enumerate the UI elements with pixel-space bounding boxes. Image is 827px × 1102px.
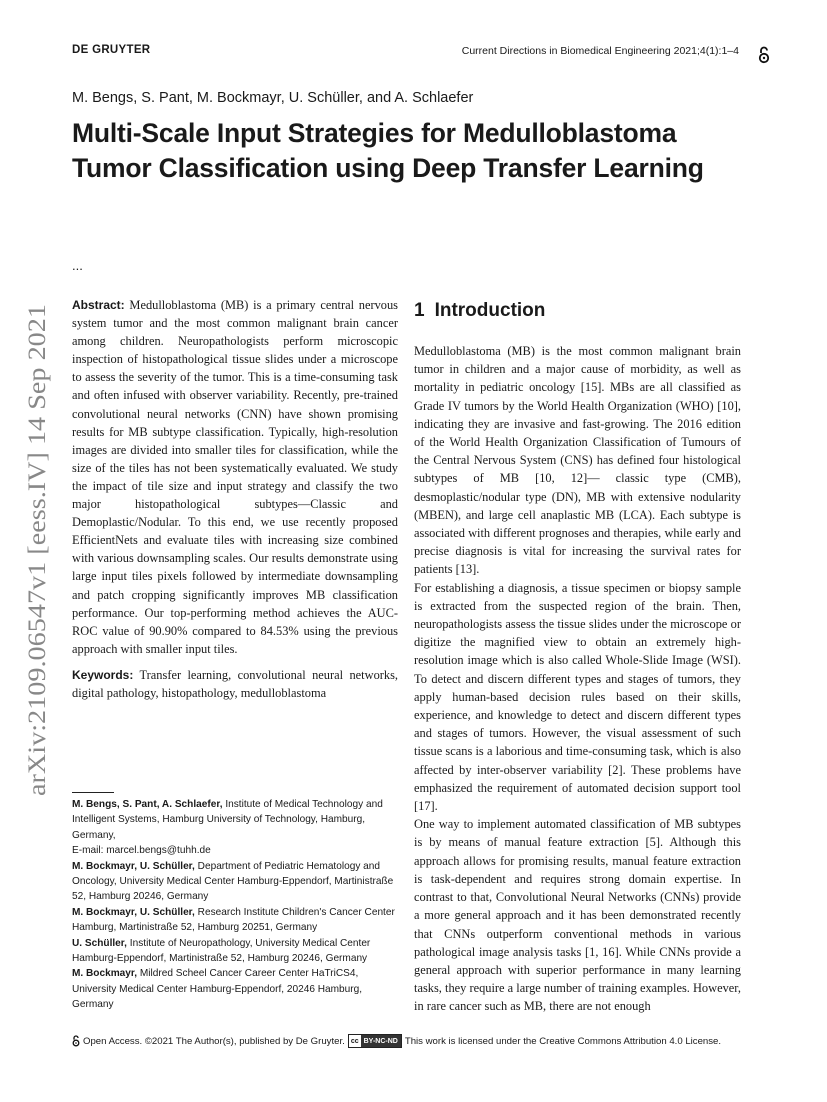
affiliation-item: M. Bockmayr, Mildred Scheel Cancer Career Center HaTriCS4, University Medical Center Hamburg-Eppendorf, 20246 Hamburg, Germany bbox=[72, 968, 363, 1011]
affiliation-item: U. Schüller, Institute of Neuropathology, University Medical Center Hamburg-Eppendorf, Martinistraße 52, Hamburg 20246, Germany bbox=[72, 937, 371, 965]
open-access-icon bbox=[72, 1035, 80, 1047]
section-heading bbox=[414, 300, 545, 322]
right-column bbox=[414, 342, 741, 1016]
keywords-label: Keywords: bbox=[72, 667, 134, 682]
cc-terms: BY-NC-ND bbox=[361, 1035, 401, 1047]
abstract bbox=[72, 296, 398, 658]
paragraph: One way to implement automated classification of MB subtypes is by means of manual feature extraction [5]. Although this approach allows for promising results, manual feature extraction is task-dependent and requires strong domain expertise. In contrast to that, Convolutional Neural Networks (CNNs) provide a more general approach and it has been demonstrated recently that CNNs outperform conventional methods in various pathological image analysis tasks [1, 16]. While CNNs provide a general approach with superior performance in many learning tasks, they require a large number of training examples. However, in rare cancer such as MB, there are not enough bbox=[414, 817, 741, 1014]
keywords bbox=[72, 666, 398, 702]
affiliation-item: M. Bengs, S. Pant, A. Schlaefer, Institute of Medical Technology and Intelligent Systems, Hamburg University of Technology, Hamburg, Germany, bbox=[72, 799, 383, 841]
abstract-label: Abstract: bbox=[72, 298, 125, 312]
license-footer bbox=[72, 1034, 721, 1048]
affiliation-email: E-mail: marcel.bengs@tuhh.de bbox=[72, 845, 211, 857]
keywords-text: Transfer learning, convolutional neural networks, digital pathology, histopathology, medulloblastoma bbox=[72, 667, 399, 700]
affiliation-item: M. Bockmayr, U. Schüller, Department of Pediatric Hematology and Oncology, University Medical Center Hamburg-Eppendorf, Martinistraße 52, Hamburg 20246, Germany bbox=[72, 860, 394, 903]
abstract-text: Medulloblastoma (MB) is a primary central nervous system tumor and the most common malignant brain cancer among children. Neuropathologists perform microscopic inspection of histopathological tissue slides under a microscope to assess the severity of the tumor. This is a time-consuming task and often infused with observer variability. Recently, pre-trained convolutional neural networks (CNN) have shown promising results for MB subtype classification. Typically, high-resolution images are divided into smaller tiles for classification, while the size of the tiles has not been systematically evaluated. We study the impact of tile size and input strategy and classify the two major histopathological subtypes—Classic and Demoplastic/Nodular. To this end, we use recently proposed EfficientNets and evaluate tiles with increasing size combined with various downsampling scales. Our results demonstrate using large input tiles pixels followed by intermediate downsampling and patch cropping significantly improves MB classification performance. Our top-performing method achieves the AUC-ROC value of 90.90% compared to 84.53% using the previous approach with smaller input tiles. bbox=[72, 298, 398, 656]
svg-text:arXiv:2109.06547v1 [eess.IV] 1: arXiv:2109.06547v1 [eess.IV] 14 Sep 2021 bbox=[24, 359, 51, 796]
section-number: 1 bbox=[414, 300, 425, 321]
left-column bbox=[72, 296, 398, 702]
footer-license-text: This work is licensed under the Creative Commons Attribution 4.0 License. bbox=[404, 1035, 722, 1047]
cc-icon: cc bbox=[349, 1035, 361, 1047]
footnote-rule bbox=[72, 792, 114, 793]
paper-title: Multi-Scale Input Strategies for Medulloblastoma Tumor Classification using Deep Transfer Learning bbox=[72, 118, 704, 183]
open-access-icon bbox=[758, 46, 770, 64]
footer-text: Open Access. ©2021 The Author(s), published by De Gruyter. bbox=[83, 1035, 345, 1047]
journal-citation: Current Directions in Biomedical Engineering 2021;4(1):1–4 bbox=[461, 45, 739, 57]
paper-authors: M. Bengs, S. Pant, M. Bockmayr, U. Schüller, and A. Schlaefer bbox=[72, 90, 474, 106]
paragraph: For establishing a diagnosis, a tissue specimen or biopsy sample is extracted from the suspected region of the brain. Then, neuropathologists assess the tissue slides under the microscope or digitize the magnified view to obtain an extremely high-resolution image which is also called Whole-Slide Image (WSI). To detect and discern different types and stages of tumors, they apply human-based decision rules based on their skills, experience, and knowledge to detect and discern different types and stages of tumors. However, the visual assessment of such tissue scans is a laborious and time-consuming task, which is also affected by inter-observer variability [2]. These problems have emphasized the requirement of automated decision support tool [17]. bbox=[414, 580, 741, 814]
paragraph: Medulloblastoma (MB) is the most common malignant brain tumor in children and a major cause of morbidity, as well as mortality in pediatric oncology [15]. MBs are all classified as Grade IV tumors by the World Health Organization (WHO) [10], indicating they are invasive and fast-growing. The 2016 edition of the World Health Organization Classification of Tumours of the Central Nervous System (CNS) has defined four histological subtypes of MB [10, 12]— classic type (CMB), desmoplastic/nodular type (DN), MB with extensive nodularity (MBEN), and large cell anaplastic MB (LCA). Each subtype is associated with different prognoses and therapies, while early and precise diagnosis is vital for increasing the survival rates for patients [13]. bbox=[414, 344, 741, 577]
affiliation-item: M. Bockmayr, U. Schüller, Research Institute Children's Cancer Center Hamburg, Martinistraße 52, Hamburg 20251, Germany bbox=[72, 906, 395, 934]
cc-license-badge[interactable] bbox=[348, 1034, 402, 1048]
section-title: Introduction bbox=[434, 300, 546, 321]
publisher-name: DE GRUYTER bbox=[72, 44, 151, 56]
affiliations bbox=[72, 797, 402, 1013]
ellipsis: ... bbox=[72, 258, 83, 273]
arxiv-stamp bbox=[22, 300, 52, 800]
